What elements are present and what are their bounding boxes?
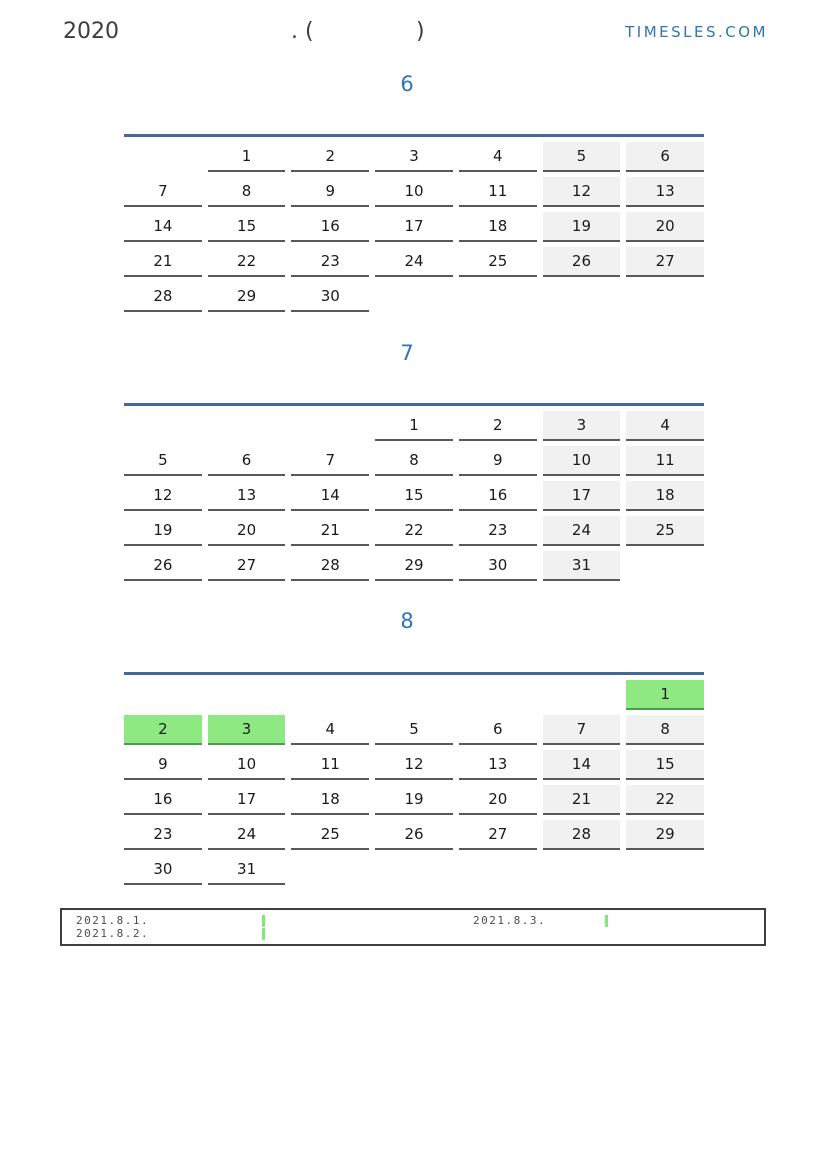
holiday-legend-box	[60, 908, 766, 946]
day-cell: 24	[543, 516, 621, 546]
empty-cell	[626, 551, 704, 579]
day-cell: 26	[124, 551, 202, 581]
holiday-marker-icon	[605, 915, 608, 927]
day-cell: 7	[291, 446, 369, 476]
day-cell: 28	[543, 820, 621, 850]
day-cell: 11	[626, 446, 704, 476]
day-cell: 3	[375, 142, 453, 172]
week-row	[124, 177, 704, 207]
day-cell: 21	[291, 516, 369, 546]
legend-date: 2021.8.3.	[473, 914, 547, 927]
day-cell: 3	[208, 715, 286, 745]
day-cell: 12	[124, 481, 202, 511]
week-row	[124, 820, 704, 850]
legend-date: 2021.8.1.	[76, 914, 150, 927]
day-cell: 26	[375, 820, 453, 850]
day-cell: 17	[208, 785, 286, 815]
day-cell: 21	[543, 785, 621, 815]
week-row	[124, 282, 704, 312]
month-title-august: 8	[400, 609, 414, 633]
week-row	[124, 516, 704, 546]
day-cell: 16	[124, 785, 202, 815]
week-row	[124, 785, 704, 815]
day-cell: 2	[459, 411, 537, 441]
day-cell: 20	[459, 785, 537, 815]
empty-cell	[375, 282, 453, 310]
day-cell: 8	[626, 715, 704, 745]
day-cell: 14	[291, 481, 369, 511]
day-cell: 30	[459, 551, 537, 581]
day-cell: 21	[124, 247, 202, 277]
day-cell: 18	[291, 785, 369, 815]
day-cell: 6	[208, 446, 286, 476]
day-cell: 4	[291, 715, 369, 745]
table-top-border	[124, 403, 704, 406]
empty-cell	[208, 680, 286, 708]
day-cell: 1	[208, 142, 286, 172]
day-cell: 17	[543, 481, 621, 511]
day-cell: 17	[375, 212, 453, 242]
day-cell: 15	[626, 750, 704, 780]
week-row	[124, 446, 704, 476]
day-cell: 27	[208, 551, 286, 581]
table-top-border	[124, 672, 704, 675]
empty-cell	[124, 411, 202, 439]
day-cell: 27	[459, 820, 537, 850]
day-cell: 3	[543, 411, 621, 441]
empty-cell	[291, 680, 369, 708]
day-cell: 28	[291, 551, 369, 581]
day-cell: 16	[459, 481, 537, 511]
day-cell: 13	[626, 177, 704, 207]
day-cell: 5	[375, 715, 453, 745]
day-cell: 7	[124, 177, 202, 207]
day-cell: 16	[291, 212, 369, 242]
empty-cell	[459, 282, 537, 310]
page-title-separator: . (	[291, 19, 314, 44]
day-cell: 28	[124, 282, 202, 312]
day-cell: 19	[124, 516, 202, 546]
day-cell: 29	[208, 282, 286, 312]
empty-cell	[543, 855, 621, 883]
empty-cell	[543, 680, 621, 708]
week-row	[124, 411, 704, 441]
day-cell: 7	[543, 715, 621, 745]
empty-cell	[459, 855, 537, 883]
empty-cell	[459, 680, 537, 708]
day-cell: 22	[208, 247, 286, 277]
empty-cell	[291, 411, 369, 439]
day-cell: 30	[124, 855, 202, 885]
day-cell: 19	[375, 785, 453, 815]
day-cell: 15	[375, 481, 453, 511]
day-cell: 4	[459, 142, 537, 172]
day-cell: 23	[291, 247, 369, 277]
calendar-august	[124, 672, 704, 885]
day-cell: 14	[124, 212, 202, 242]
holiday-marker-icon	[262, 915, 265, 927]
day-cell: 11	[291, 750, 369, 780]
week-row	[124, 680, 704, 710]
day-cell: 5	[124, 446, 202, 476]
day-cell: 6	[459, 715, 537, 745]
empty-cell	[124, 142, 202, 170]
day-cell: 1	[626, 680, 704, 710]
day-cell: 26	[543, 247, 621, 277]
empty-cell	[626, 855, 704, 883]
empty-cell	[626, 282, 704, 310]
week-row	[124, 247, 704, 277]
day-cell: 23	[124, 820, 202, 850]
week-row	[124, 142, 704, 172]
week-row	[124, 750, 704, 780]
timesles-logo-link[interactable]: TIMESLES.COM	[625, 23, 768, 41]
holiday-marker-icon	[262, 928, 265, 940]
week-row	[124, 855, 704, 885]
day-cell: 31	[208, 855, 286, 885]
day-cell: 12	[543, 177, 621, 207]
day-cell: 23	[459, 516, 537, 546]
day-cell: 22	[626, 785, 704, 815]
day-cell: 4	[626, 411, 704, 441]
day-cell: 18	[626, 481, 704, 511]
legend-date: 2021.8.2.	[76, 927, 150, 940]
day-cell: 14	[543, 750, 621, 780]
month-title-july: 7	[400, 341, 414, 365]
day-cell: 27	[626, 247, 704, 277]
day-cell: 10	[543, 446, 621, 476]
day-cell: 13	[459, 750, 537, 780]
calendar-july	[124, 403, 704, 581]
day-cell: 30	[291, 282, 369, 312]
day-cell: 9	[291, 177, 369, 207]
day-cell: 8	[375, 446, 453, 476]
day-cell: 25	[626, 516, 704, 546]
day-cell: 11	[459, 177, 537, 207]
day-cell: 25	[291, 820, 369, 850]
day-cell: 31	[543, 551, 621, 581]
day-cell: 29	[375, 551, 453, 581]
table-top-border	[124, 134, 704, 137]
day-cell: 2	[291, 142, 369, 172]
day-cell: 10	[375, 177, 453, 207]
empty-cell	[291, 855, 369, 883]
empty-cell	[208, 411, 286, 439]
empty-cell	[375, 680, 453, 708]
page-title-paren-close: )	[416, 19, 425, 44]
day-cell: 20	[626, 212, 704, 242]
day-cell: 1	[375, 411, 453, 441]
day-cell: 9	[459, 446, 537, 476]
week-row	[124, 481, 704, 511]
day-cell: 10	[208, 750, 286, 780]
day-cell: 13	[208, 481, 286, 511]
week-row	[124, 551, 704, 581]
day-cell: 22	[375, 516, 453, 546]
day-cell: 20	[208, 516, 286, 546]
day-cell: 24	[375, 247, 453, 277]
page-title-year: 2020	[63, 19, 119, 44]
day-cell: 9	[124, 750, 202, 780]
empty-cell	[543, 282, 621, 310]
day-cell: 29	[626, 820, 704, 850]
day-cell: 18	[459, 212, 537, 242]
day-cell: 8	[208, 177, 286, 207]
day-cell: 6	[626, 142, 704, 172]
week-row	[124, 715, 704, 745]
day-cell: 5	[543, 142, 621, 172]
day-cell: 19	[543, 212, 621, 242]
day-cell: 25	[459, 247, 537, 277]
week-row	[124, 212, 704, 242]
day-cell: 24	[208, 820, 286, 850]
day-cell: 2	[124, 715, 202, 745]
day-cell: 12	[375, 750, 453, 780]
empty-cell	[375, 855, 453, 883]
month-title-june: 6	[400, 72, 414, 96]
empty-cell	[124, 680, 202, 708]
day-cell: 15	[208, 212, 286, 242]
calendar-june	[124, 134, 704, 312]
